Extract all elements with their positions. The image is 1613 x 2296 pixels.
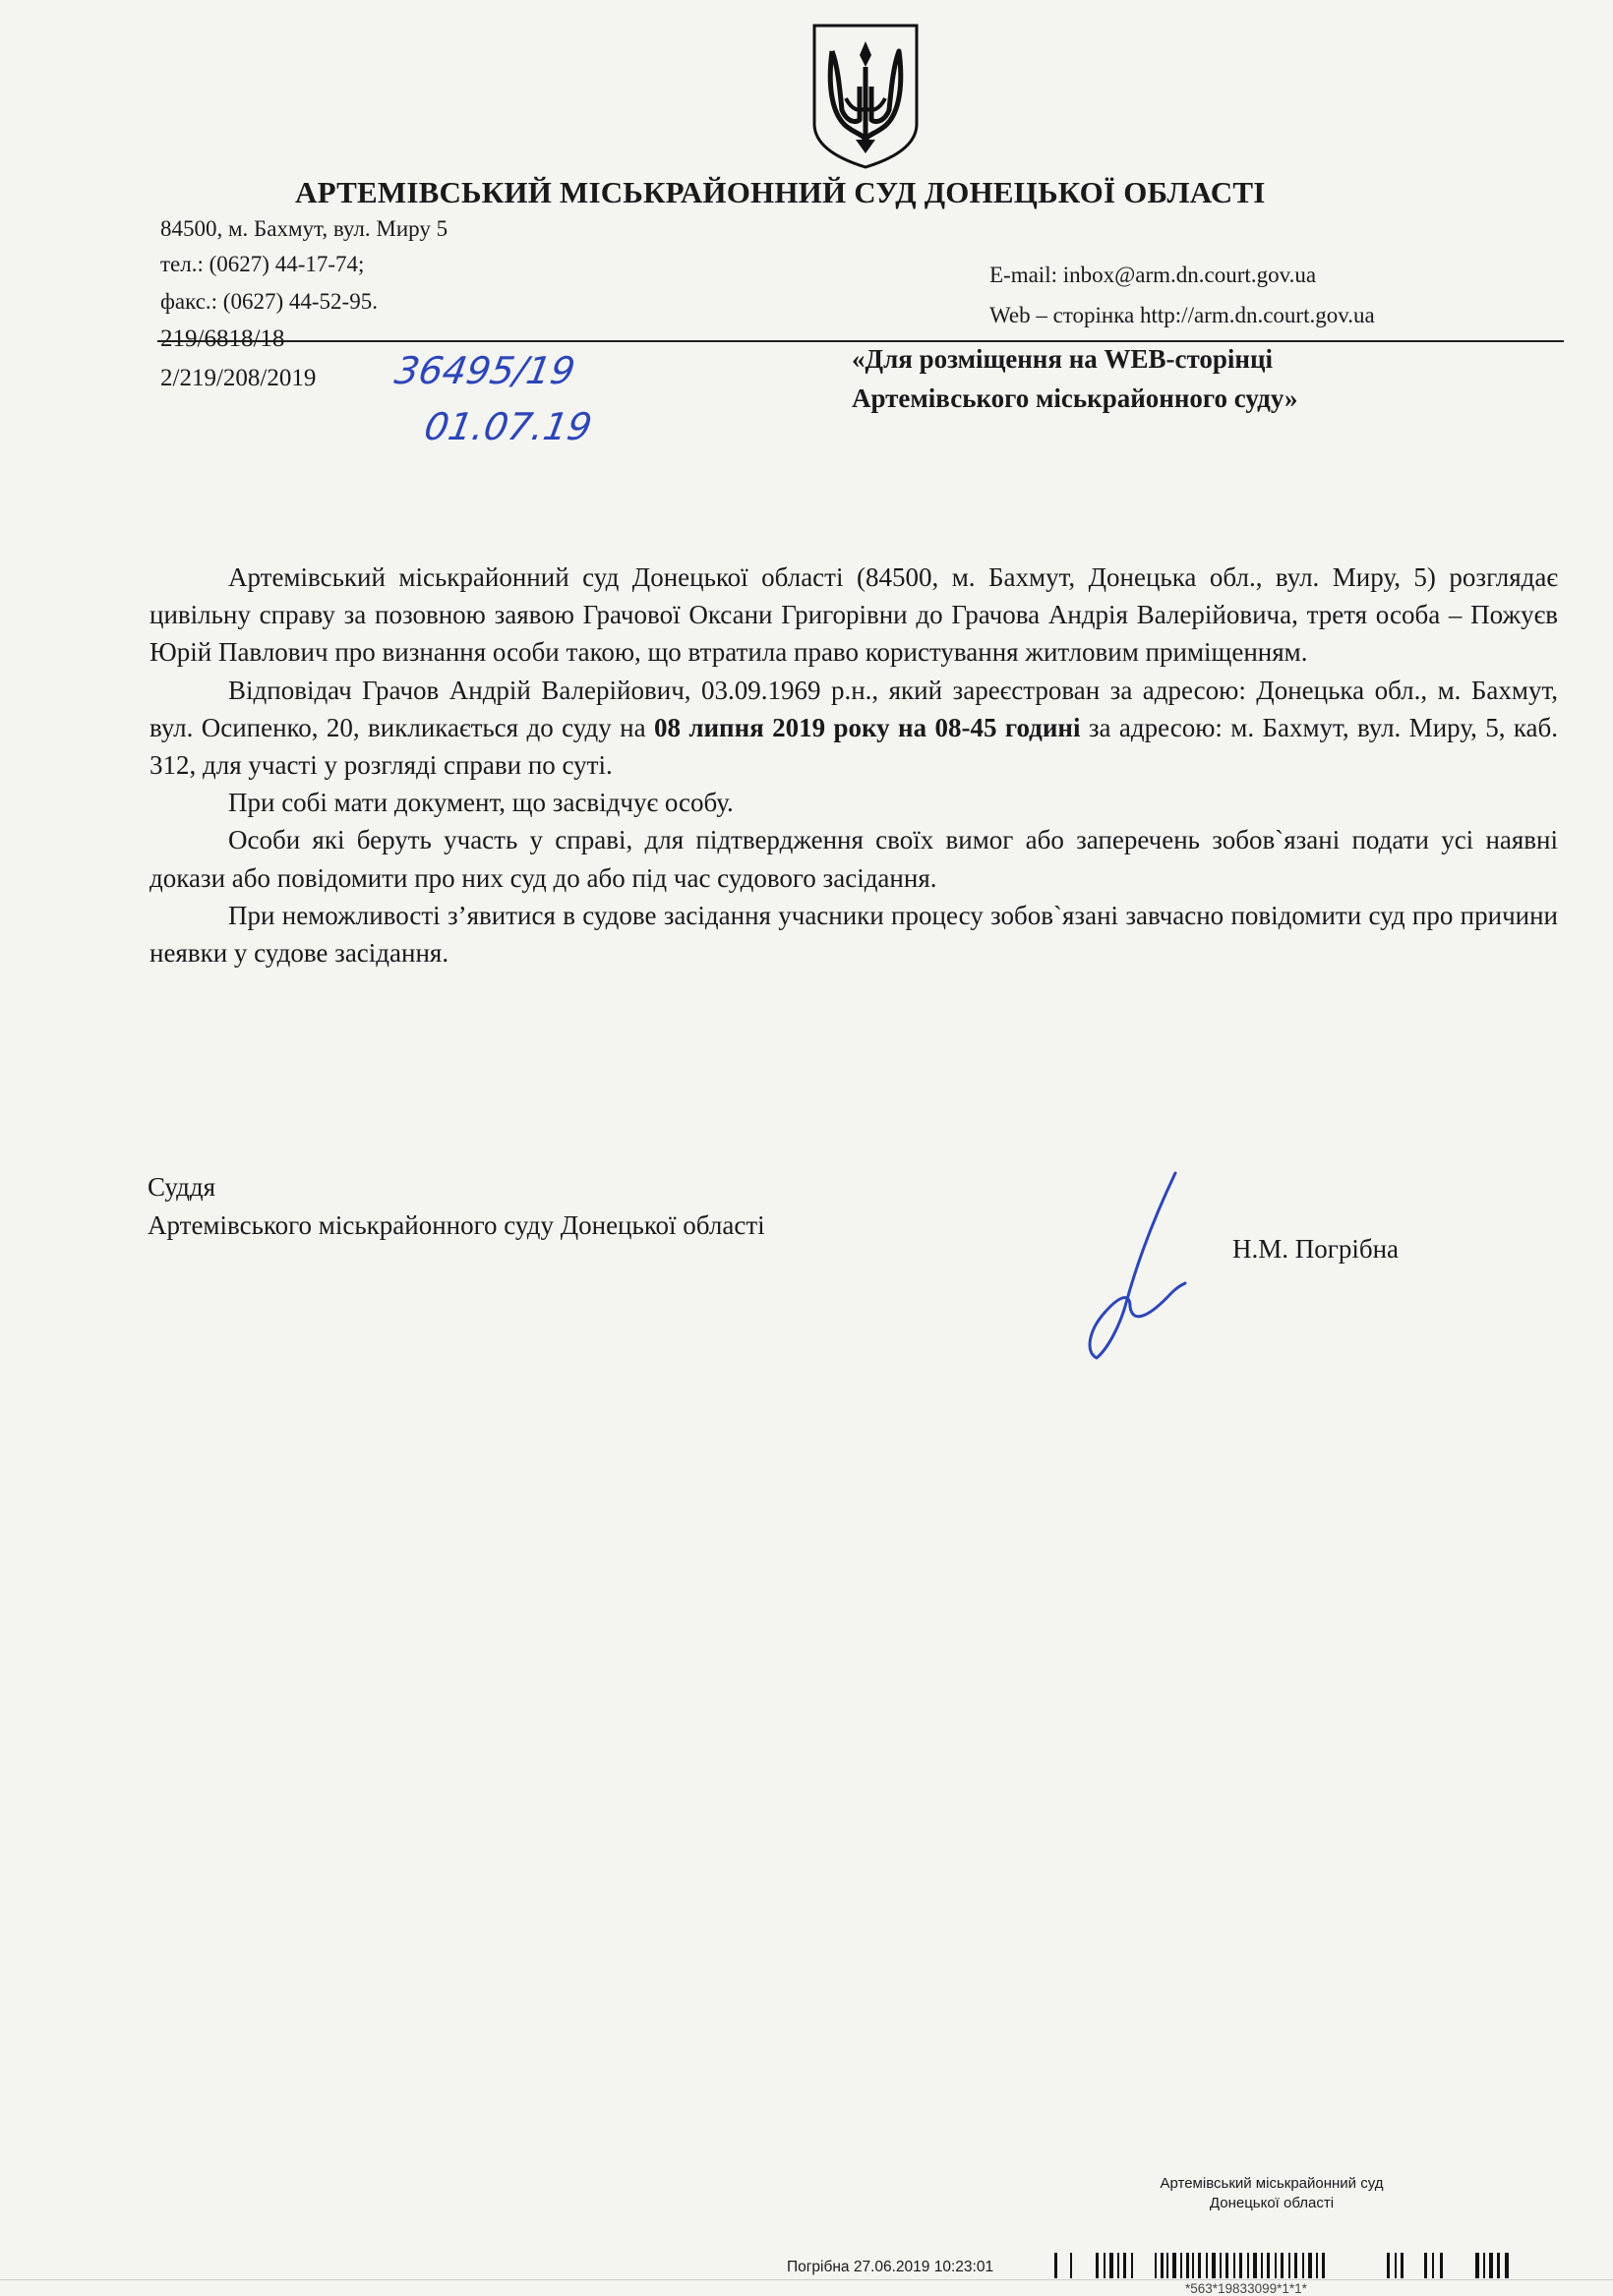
web-note-line1: «Для розміщення на WEB-сторінці [852,344,1274,374]
e-signature-info: Погрібна 27.06.2019 10:23:01 [787,2259,994,2275]
handwritten-registration-date: 01.07.19 [421,405,596,448]
notice-body [149,559,1558,971]
signature-block [148,1168,765,1245]
court-address: 84500, м. Бахмут, вул. Миру 5 [160,216,448,241]
summons-text-end: за адресою: м. Бахмут, вул. Миру, 5, каб. 312, для участі у розгляді справи по суті. [149,712,1559,781]
judge-role: Суддя [148,1172,216,1202]
summons-text-start: Відповідач Грачов Андрій Валерійович, 03.09.1969 р.н., який зареєстрован за адресою: Донецька обл., м. Бахмут, вул. Осипенко, 20, викликається до суду на [149,675,1558,742]
paragraph-id-document: При собі мати документ, що засвідчує особу. [228,788,734,818]
judge-court: Артемівського міськрайонного суду Донецької області [148,1210,765,1240]
judge-name: Н.М. Погрібна [1232,1234,1400,1264]
trident-coat-of-arms-icon [808,22,923,171]
case-number: 219/6818/18 [160,325,285,352]
court-phone: тел.: (0627) 44-17-74; [160,252,365,276]
stamp-court-line2: Донецької області [1209,2195,1335,2211]
paragraph-evidence: Особи які беруть участь у справі, для підтвердження своїх вимог або заперечень зобов`язані подати усі наявні докази або повідомити про них суд до або під час судового засідання. [149,825,1558,893]
barcode-number: *563*19833099*1*1* [1185,2281,1307,2296]
handwritten-registration-number: 36495/19 [391,349,578,392]
bottom-scan-edge [0,2279,1613,2280]
court-name: АРТЕМІВСЬКИЙ МІСЬКРАЙОННИЙ СУД ДОНЕЦЬКОЇ ОБЛАСТІ [295,175,1266,209]
court-fax: факс.: (0627) 44-52-95. [160,289,378,314]
paragraph-case: Артемівський міськрайонний суд Донецької області (84500, м. Бахмут, Донецька обл., вул. Миру, 5) розглядає цивільну справу за позовною заявою Грачової Оксани Григорівни до Грачова Андрія Валерійовича, третя особа – Пожуєв Юрій Павлович про визнання особи такою, що втратила право користування житловим приміщенням. [149,562,1558,668]
court-email: E-mail: inbox@arm.dn.court.gov.ua [989,263,1317,287]
handwritten-signature-icon [1028,1165,1205,1362]
e-stamp-court [1109,2174,1434,2213]
proceeding-number: 2/219/208/2019 [160,365,317,391]
barcode-icon [1052,2251,1529,2280]
hearing-datetime: 08 липня 2019 року на 08-45 годині [653,712,1081,742]
court-web: Web – сторінка http://arm.dn.court.gov.ua [989,303,1375,327]
paragraph-summons [149,672,1558,785]
paragraph-absence: При неможливості з’явитися в судове засідання учасники процесу зобов`язані завчасно повідомити суд про причини неявки у судове засідання. [149,900,1558,969]
web-note-line2: Артемівського міськрайонного суду» [852,383,1298,413]
web-publication-note [852,339,1298,418]
stamp-court-line1: Артемівський міськрайонний суд [1160,2175,1384,2192]
